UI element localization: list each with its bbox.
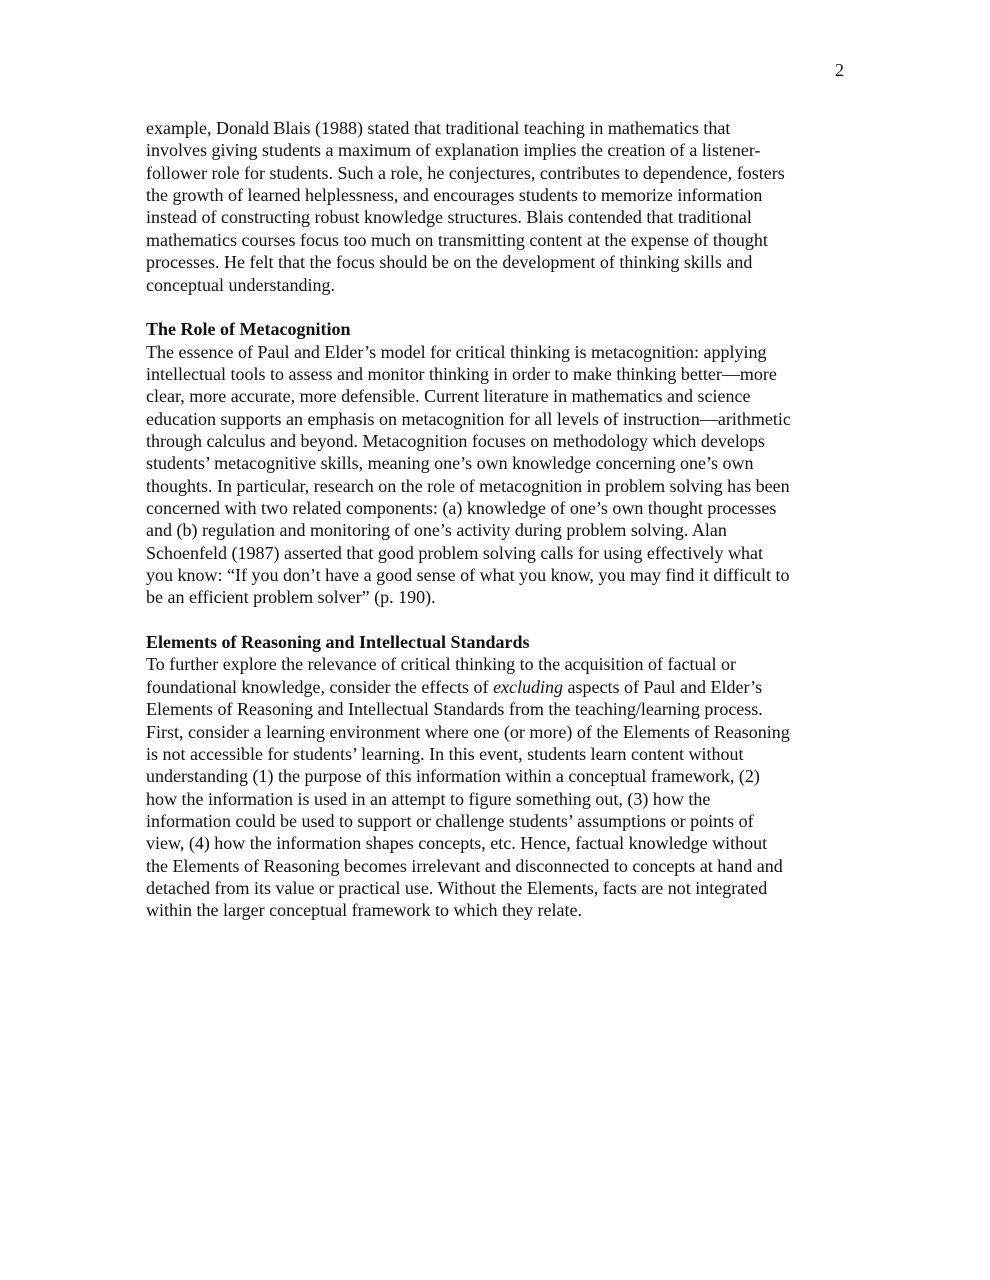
text-line — [146, 676, 762, 698]
text-line: To further explore the relevance of critical thinking to the acquisition of factual or — [146, 654, 737, 675]
text-line: mathematics courses focus too much on transmitting content at the expense of thought — [146, 229, 768, 250]
text-line: and (b) regulation and monitoring of one’s activity during problem solving. Alan — [146, 520, 727, 541]
text-line: thoughts. In particular, research on the role of metacognition in problem solving has been — [146, 475, 790, 496]
text-line: within the larger conceptual framework to which they relate. — [146, 900, 582, 921]
text-line: follower role for students. Such a role, he conjectures, contributes to dependence, fosters — [146, 162, 785, 183]
text-line: is not accessible for students’ learning. In this event, students learn content without — [146, 743, 744, 764]
text-line: understanding (1) the purpose of this information within a conceptual framework, (2) — [146, 766, 760, 787]
text-line: education supports an emphasis on metacognition for all levels of instruction—arithmetic — [146, 408, 791, 429]
text-run: aspects of Paul and Elder’s — [563, 676, 763, 697]
section-heading: The Role of Metacognition — [146, 319, 351, 340]
text-run: foundational knowledge, consider the effects of — [146, 676, 494, 697]
text-line: the growth of learned helplessness, and encourages students to memorize information — [146, 185, 763, 206]
text-line: how the information is used in an attempt to figure something out, (3) how the — [146, 788, 711, 809]
text-line: First, consider a learning environment where one (or more) of the Elements of Reasoning — [146, 721, 790, 742]
text-line: clear, more accurate, more defensible. Current literature in mathematics and science — [146, 386, 751, 407]
page-number: 2 — [835, 60, 844, 80]
text-line: Elements of Reasoning and Intellectual Standards from the teaching/learning process. — [146, 699, 763, 720]
text-line: students’ metacognitive skills, meaning one’s own knowledge concerning one’s own — [146, 453, 754, 474]
text-line: The essence of Paul and Elder’s model for critical thinking is metacognition: applying — [146, 341, 767, 362]
text-line: concerned with two related components: (a) knowledge of one’s own thought processes — [146, 498, 777, 518]
text-line: you know: “If you don’t have a good sense of what you know, you may find it difficult to — [146, 565, 790, 585]
text-line: view, (4) how the information shapes concepts, etc. Hence, factual knowledge without — [146, 833, 768, 854]
text-line: the Elements of Reasoning becomes irrelevant and disconnected to concepts at hand and — [146, 855, 783, 876]
text-line: intellectual tools to assess and monitor thinking in order to make thinking better—more — [146, 363, 777, 384]
text-line: information could be used to support or challenge students’ assumptions or points of — [146, 810, 754, 831]
text-line: processes. He felt that the focus should be on the development of thinking skills and — [146, 252, 753, 273]
section-heading: Elements of Reasoning and Intellectual Standards — [146, 632, 530, 653]
text-line: example, Donald Blais (1988) stated that traditional teaching in mathematics that — [146, 118, 731, 138]
text-line: instead of constructing robust knowledge structures. Blais contended that traditional — [146, 207, 752, 228]
text-line: detached from its value or practical use. Without the Elements, facts are not integrated — [146, 877, 768, 898]
text-line: be an efficient problem solver” (p. 190). — [146, 587, 436, 608]
text-line: through calculus and beyond. Metacognition focuses on methodology which develops — [146, 430, 765, 451]
text-line: conceptual understanding. — [146, 274, 335, 295]
text-line: involves giving students a maximum of explanation implies the creation of a listener- — [146, 140, 761, 161]
italic-term: excluding — [493, 676, 564, 697]
text-line: Schoenfeld (1987) asserted that good problem solving calls for using effectively what — [146, 542, 764, 563]
